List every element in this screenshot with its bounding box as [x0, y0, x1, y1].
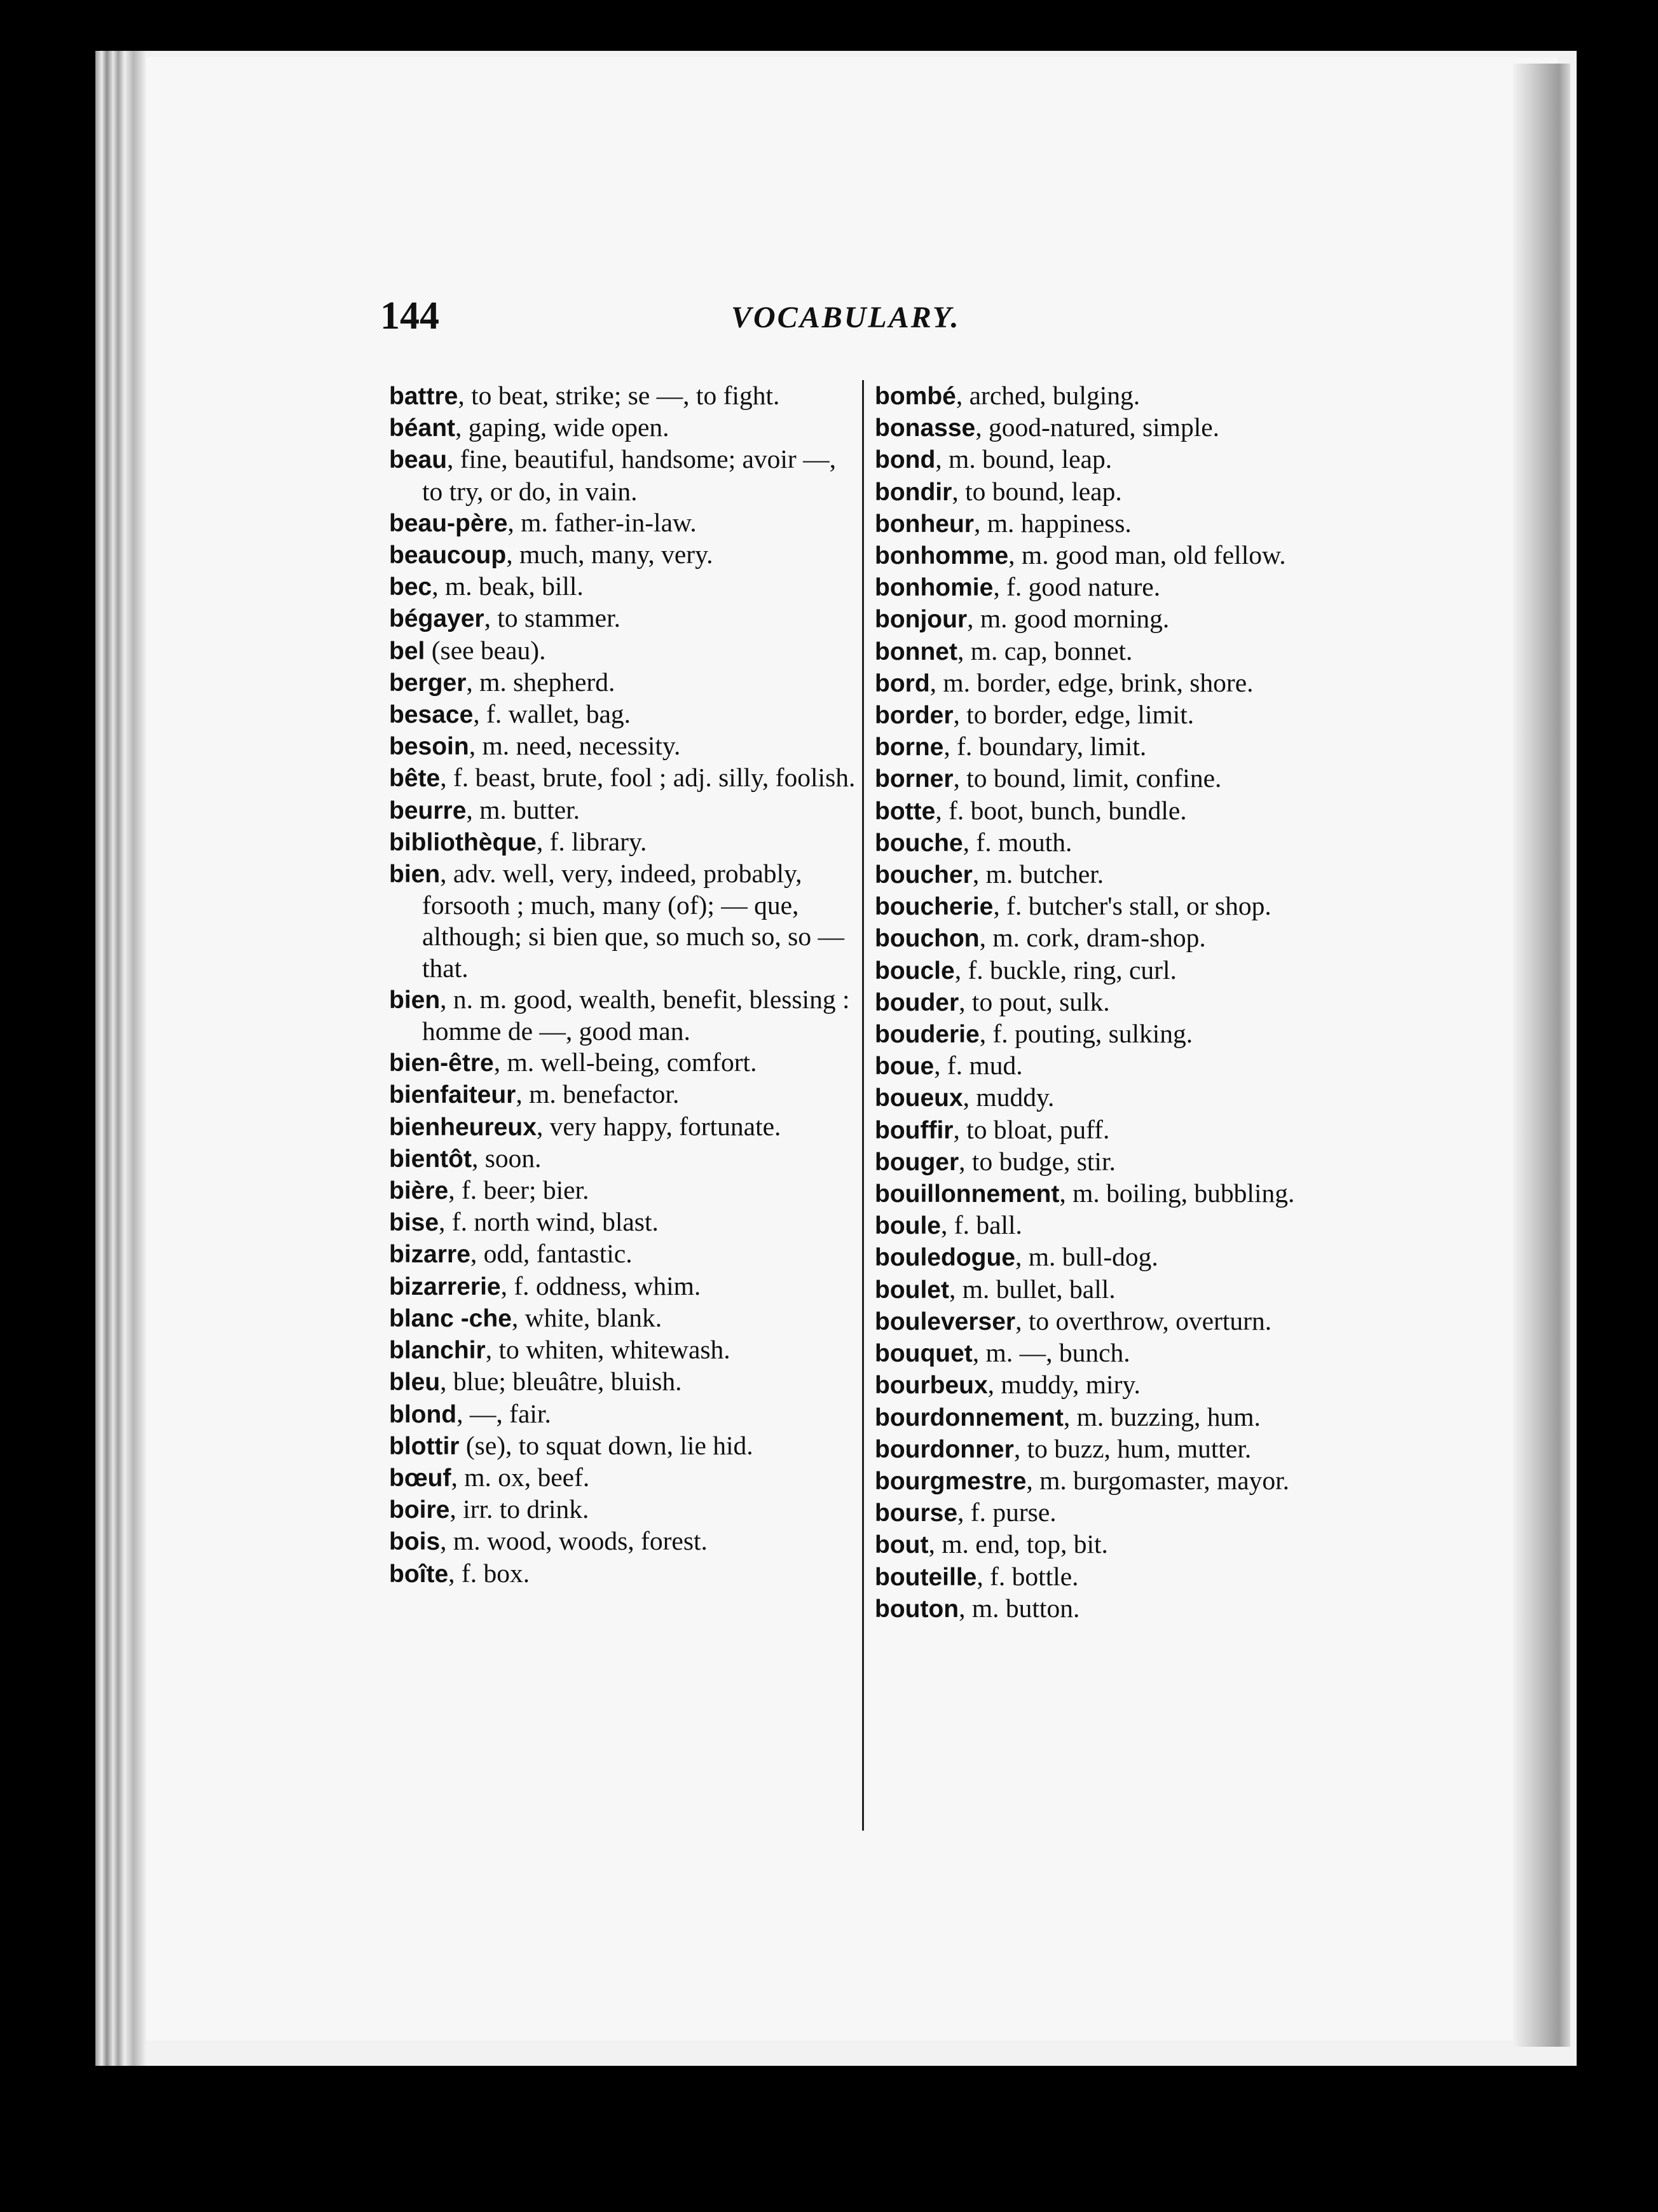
entry-gloss: , muddy. [963, 1082, 1055, 1112]
entry-headword: besoin [389, 733, 469, 761]
entry-headword: bouleverser [875, 1307, 1016, 1335]
entry-headword: borner [875, 765, 954, 793]
entry-headword: bleu [389, 1369, 441, 1396]
entry-gloss: , muddy, miry. [987, 1370, 1141, 1400]
vocabulary-entry [389, 539, 860, 571]
entry-gloss: , white, blank. [511, 1302, 662, 1332]
entry-headword: blond [389, 1400, 457, 1428]
entry-gloss: , m. butter. [466, 795, 580, 824]
vocabulary-entry [389, 507, 860, 539]
vocabulary-entry [389, 1111, 860, 1143]
entry-headword: bienfaiteur [389, 1081, 516, 1109]
entry-headword: beau-père [389, 509, 508, 537]
entry-headword: bouquet [875, 1340, 973, 1368]
vocabulary-entry [875, 1178, 1345, 1210]
entry-gloss: , m. end, top, bit. [928, 1529, 1108, 1559]
entry-gloss: , m. father-in-law. [507, 507, 697, 537]
entry-headword: bouton [875, 1595, 959, 1623]
entry-headword: bout [875, 1531, 929, 1559]
vocabulary-entry [389, 984, 860, 1047]
vocabulary-entry [875, 1050, 1345, 1082]
vocabulary-entry [875, 922, 1345, 954]
entry-gloss: , m. ox, beef. [451, 1462, 590, 1492]
entry-headword: bien [389, 986, 441, 1014]
entry-gloss: , f. boundary, limit. [943, 732, 1147, 761]
vocabulary-entry [875, 667, 1345, 699]
vocabulary-entry [389, 1430, 860, 1462]
entry-headword: béant [389, 414, 456, 442]
entry-headword: bonhomme [875, 542, 1009, 570]
entry-headword: bonnet [875, 638, 957, 666]
vocabulary-entry [389, 858, 860, 984]
entry-headword: bondir [875, 478, 952, 506]
entry-gloss: , f. beer; bier. [448, 1175, 589, 1205]
entry-headword: bourgmestre [875, 1467, 1027, 1495]
entry-gloss: , f. north wind, blast. [439, 1207, 659, 1237]
vocabulary-entry [875, 955, 1345, 987]
entry-gloss: (se), to squat down, lie hid. [459, 1430, 753, 1460]
entry-gloss: , to buzz, hum, mutter. [1013, 1433, 1252, 1463]
vocabulary-column-left [389, 380, 860, 1590]
entry-gloss: , to budge, stir. [959, 1146, 1116, 1176]
entry-headword: bonasse [875, 414, 976, 442]
entry-headword: bonhomie [875, 574, 994, 602]
entry-headword: border [875, 702, 954, 730]
entry-headword: bel [389, 637, 425, 665]
vocabulary-entry [875, 636, 1345, 667]
entry-headword: botte [875, 797, 936, 825]
entry-gloss: , f. oddness, whim. [500, 1271, 701, 1301]
vocabulary-entry [389, 1462, 860, 1494]
entry-gloss: , arched, bulging. [956, 381, 1141, 410]
entry-gloss: , f. mud. [934, 1051, 1023, 1081]
entry-headword: bête [389, 765, 441, 793]
entry-gloss: , to bound, limit, confine. [953, 763, 1222, 793]
column-divider [862, 380, 864, 1831]
vocabulary-entry [875, 1306, 1345, 1337]
vocabulary-entry [389, 1558, 860, 1590]
entry-headword: blottir [389, 1432, 460, 1460]
vocabulary-entry [875, 1018, 1345, 1050]
entry-headword: bien-être [389, 1049, 494, 1077]
entry-gloss: , m. bullet, ball. [949, 1274, 1116, 1304]
entry-gloss: , m. well-being, comfort. [493, 1048, 757, 1077]
vocabulary-entry [875, 508, 1345, 540]
vocabulary-entry [389, 1302, 860, 1334]
entry-headword: bois [389, 1528, 441, 1556]
vocabulary-entry [875, 1465, 1345, 1497]
entry-gloss: , m. —, bunch. [972, 1338, 1130, 1368]
running-head: VOCABULARY. [731, 301, 961, 334]
vocabulary-entry [389, 699, 860, 730]
vocabulary-entry [389, 1238, 860, 1270]
entry-headword: bouledogue [875, 1244, 1015, 1272]
vocabulary-entry [389, 795, 860, 826]
entry-gloss: , blue; bleuâtre, bluish. [440, 1367, 682, 1396]
entry-gloss: , to whiten, whitewash. [485, 1335, 730, 1365]
vocabulary-entry [875, 1146, 1345, 1178]
entry-gloss: , f. boot, bunch, bundle. [935, 795, 1187, 825]
entry-headword: blanchir [389, 1337, 486, 1365]
entry-gloss: , m. butcher. [972, 859, 1104, 889]
vocabulary-entry [389, 730, 860, 762]
vocabulary-entry [875, 763, 1345, 795]
entry-headword: bond [875, 446, 936, 474]
entry-headword: bouteille [875, 1563, 977, 1591]
entry-gloss: , gaping, wide open. [455, 413, 669, 442]
entry-headword: bouchon [875, 925, 980, 953]
page-number: 144 [380, 294, 439, 338]
entry-headword: bouderie [875, 1021, 980, 1049]
vocabulary-entry [875, 1114, 1345, 1146]
entry-headword: bec [389, 573, 432, 601]
vocabulary-entry [875, 731, 1345, 763]
entry-gloss: , f. beast, brute, fool ; adj. silly, foolish. [440, 763, 856, 793]
entry-headword: bonheur [875, 510, 974, 538]
entry-headword: berger [389, 669, 467, 697]
entry-headword: battre [389, 383, 458, 410]
vocabulary-entry [875, 1402, 1345, 1433]
entry-gloss: (see beau). [425, 635, 546, 665]
vocabulary-entry [389, 1047, 860, 1079]
entry-gloss: , f. buckle, ring, curl. [954, 955, 1177, 985]
entry-headword: boire [389, 1496, 450, 1524]
entry-headword: beaucoup [389, 542, 507, 570]
vocabulary-entry [389, 1206, 860, 1238]
entry-gloss: , f. butcher's stall, or shop. [993, 891, 1271, 921]
entry-gloss: , f. bottle. [976, 1561, 1079, 1591]
vocabulary-entry [389, 1271, 860, 1302]
entry-headword: bouger [875, 1148, 959, 1176]
entry-headword: bientôt [389, 1145, 472, 1173]
entry-gloss: , odd, fantastic. [470, 1239, 633, 1269]
vocabulary-entry [875, 987, 1345, 1018]
entry-headword: bourdonner [875, 1435, 1014, 1463]
entry-headword: bouffir [875, 1116, 954, 1144]
entry-gloss: , m. cap, bonnet. [957, 636, 1133, 666]
vocabulary-entry [875, 1593, 1345, 1625]
entry-gloss: , n. m. good, wealth, benefit, blessing : homme de —, good man. [422, 984, 850, 1046]
entry-gloss: , m. burgomaster, mayor. [1026, 1465, 1290, 1495]
vocabulary-entry [875, 699, 1345, 731]
vocabulary-entry [875, 380, 1345, 412]
vocabulary-entry [389, 1143, 860, 1175]
entry-headword: boucher [875, 861, 973, 889]
entry-headword: boue [875, 1053, 935, 1081]
entry-gloss: , to beat, strike; se —, to fight. [458, 381, 780, 410]
entry-headword: beurre [389, 796, 467, 824]
entry-headword: bourse [875, 1499, 958, 1527]
entry-headword: bégayer [389, 605, 484, 633]
entry-gloss: , f. purse. [957, 1498, 1057, 1527]
entry-gloss: , m. bull-dog. [1015, 1242, 1158, 1272]
vocabulary-entry [875, 1274, 1345, 1306]
entry-headword: bouche [875, 829, 963, 857]
entry-headword: blanc -che [389, 1304, 512, 1332]
entry-headword: bibliothèque [389, 828, 537, 856]
entry-headword: bien [389, 861, 441, 889]
vocabulary-entry [389, 826, 860, 858]
vocabulary-entry [389, 1079, 860, 1110]
entry-headword: boucherie [875, 893, 994, 921]
entry-gloss: , m. bound, leap. [935, 444, 1113, 474]
vocabulary-entry [875, 891, 1345, 922]
entry-gloss: , adv. well, very, indeed, probably, forsooth ; much, many (of); — que, although; si bien que, so much so, so — that. [422, 859, 844, 983]
entry-gloss: , m. shepherd. [466, 667, 615, 697]
entry-headword: beau [389, 446, 448, 474]
vocabulary-entry [389, 1334, 860, 1366]
vocabulary-entry [389, 1398, 860, 1430]
vocabulary-entry [389, 1526, 860, 1557]
entry-gloss: , to bloat, puff. [953, 1114, 1110, 1144]
vocabulary-column-right [875, 380, 1345, 1625]
vocabulary-entry [389, 1366, 860, 1398]
entry-headword: bourdonnement [875, 1403, 1064, 1431]
entry-gloss: , f. mouth. [963, 827, 1072, 857]
vocabulary-entry [875, 444, 1345, 475]
vocabulary-entry [875, 859, 1345, 891]
vocabulary-entry [389, 380, 860, 412]
entry-headword: borne [875, 734, 944, 761]
entry-gloss: , to overthrow, overturn. [1015, 1306, 1272, 1335]
vocabulary-entry [875, 540, 1345, 571]
vocabulary-entry [875, 1241, 1345, 1273]
entry-headword: bonjour [875, 606, 968, 634]
entry-headword: bombé [875, 383, 956, 410]
entry-gloss: , m. beak, bill. [432, 571, 584, 601]
vocabulary-entry [875, 1337, 1345, 1369]
entry-headword: bourbeux [875, 1372, 988, 1400]
entry-gloss: , to stammer. [484, 603, 620, 633]
vocabulary-entry [875, 1369, 1345, 1401]
vocabulary-entry [389, 762, 860, 794]
entry-gloss: , m. benefactor. [516, 1079, 680, 1109]
entry-headword: boulet [875, 1276, 949, 1304]
entry-gloss: , f. box. [448, 1558, 530, 1588]
entry-gloss: , to pout, sulk. [959, 987, 1110, 1016]
vocabulary-entry [875, 1210, 1345, 1241]
entry-gloss: , m. border, edge, brink, shore. [929, 667, 1254, 697]
vocabulary-entry [389, 1175, 860, 1206]
entry-headword: bouder [875, 988, 959, 1016]
entry-gloss: , m. button. [959, 1593, 1080, 1623]
page-gutter-shadow [1513, 64, 1570, 2047]
entry-gloss: , m. cork, dram-shop. [979, 923, 1206, 953]
entry-headword: boucle [875, 957, 955, 985]
vocabulary-entry [875, 412, 1345, 444]
entry-headword: bœuf [389, 1464, 451, 1492]
vocabulary-entry [389, 667, 860, 699]
vocabulary-entry [389, 635, 860, 667]
vocabulary-entry [389, 571, 860, 603]
entry-gloss: , to bound, leap. [952, 476, 1122, 506]
entry-headword: bouillonnement [875, 1180, 1060, 1208]
entry-gloss: , m. boiling, bubbling. [1059, 1178, 1295, 1208]
entry-gloss: , very happy, fortunate. [536, 1111, 781, 1141]
vocabulary-entry [875, 827, 1345, 859]
entry-headword: bizarre [389, 1241, 470, 1269]
vocabulary-entry [389, 412, 860, 444]
entry-gloss: , irr. to drink. [449, 1494, 589, 1524]
entry-gloss: , f. library. [536, 826, 647, 856]
entry-gloss: , m. good man, old fellow. [1008, 540, 1286, 570]
entry-gloss: , to border, edge, limit. [953, 700, 1195, 730]
entry-gloss: , m. wood, woods, forest. [440, 1526, 708, 1556]
entry-gloss: , much, many, very. [506, 540, 713, 570]
vocabulary-entry [875, 476, 1345, 508]
entry-headword: bord [875, 669, 930, 697]
entry-gloss: , f. ball. [941, 1210, 1022, 1240]
entry-gloss: , f. wallet, bag. [473, 699, 631, 729]
vocabulary-entry [875, 1433, 1345, 1465]
vocabulary-entry [875, 795, 1345, 827]
entry-gloss: , —, fair. [456, 1398, 551, 1428]
vocabulary-entry [875, 571, 1345, 603]
entry-headword: besace [389, 701, 474, 729]
entry-headword: bise [389, 1209, 439, 1237]
entry-gloss: , soon. [471, 1143, 542, 1173]
entry-headword: bière [389, 1177, 449, 1205]
entry-gloss: , fine, beautiful, handsome; avoir —, to try, or do, in vain. [422, 444, 836, 506]
entry-gloss: , f. good nature. [993, 572, 1161, 602]
vocabulary-entry [875, 1529, 1345, 1560]
entry-headword: boîte [389, 1560, 449, 1588]
vocabulary-entry [389, 444, 860, 507]
vocabulary-entry [875, 1561, 1345, 1593]
entry-headword: bizarrerie [389, 1273, 501, 1301]
vocabulary-entry [875, 1497, 1345, 1529]
entry-headword: boule [875, 1212, 941, 1240]
entry-gloss: , m. need, necessity. [469, 731, 681, 761]
entry-gloss: , f. pouting, sulking. [979, 1019, 1193, 1049]
entry-headword: bienheureux [389, 1113, 537, 1141]
entry-gloss: , good-natured, simple. [975, 413, 1220, 442]
vocabulary-entry [875, 1082, 1345, 1114]
entry-gloss: , m. happiness. [973, 508, 1132, 538]
entry-gloss: , m. good morning. [967, 604, 1170, 634]
vocabulary-entry [389, 603, 860, 634]
entry-gloss: , m. buzzing, hum. [1063, 1402, 1261, 1431]
vocabulary-entry [389, 1494, 860, 1526]
entry-headword: boueux [875, 1084, 963, 1112]
vocabulary-entry [875, 603, 1345, 635]
